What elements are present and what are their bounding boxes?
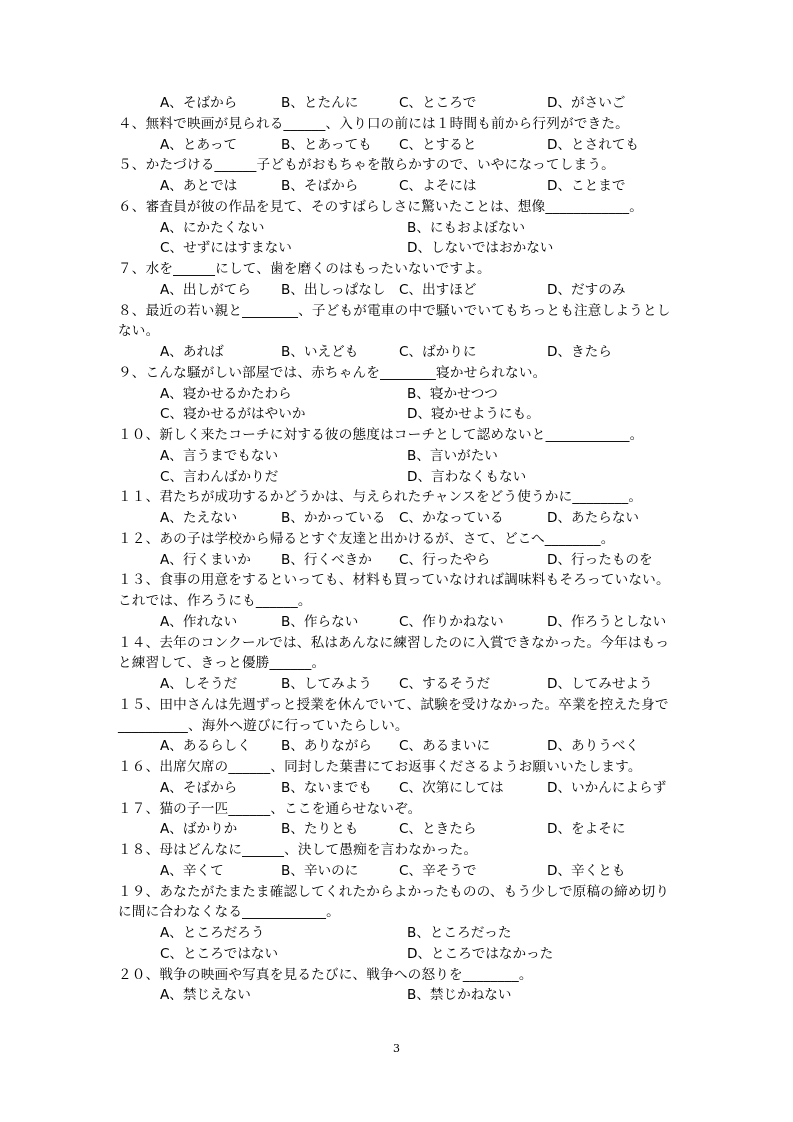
question-text: ７、水を______にして、歯を磨くのはもったいないですよ。 bbox=[118, 261, 491, 277]
question-item bbox=[118, 259, 678, 301]
question-text: これでは、作ろうにも______。 bbox=[118, 593, 312, 609]
answer-option: D、寝かせようにも。 bbox=[407, 406, 540, 423]
answer-option: B、辛いのに bbox=[281, 862, 359, 879]
question-item bbox=[118, 840, 678, 882]
answer-option: B、とたんに bbox=[281, 95, 359, 111]
answer-option: D、ことまで bbox=[547, 178, 626, 194]
question-text: ２０、戦争の映画や写真を見るたびに、戦争への怒りを________。 bbox=[118, 966, 533, 983]
question-text: １４、去年のコンクールでは、私はあんなに練習したのに入賞できなかった。今年はもっ bbox=[118, 634, 670, 651]
question-item bbox=[118, 570, 678, 632]
answer-option: D、行ったものを bbox=[547, 551, 653, 568]
exercise-list bbox=[118, 93, 678, 1006]
answer-option: B、ないまでも bbox=[281, 779, 372, 796]
answer-option: A、あとでは bbox=[160, 178, 238, 194]
question-text: １２、あの子は学校から帰るとすぐ友達と出かけるが、さて、どこへ________。 bbox=[118, 530, 615, 547]
question-text: １９、あなたがたまたま確認してくれたからよかったものの、もう少しで原稿の締め切り bbox=[118, 883, 670, 900]
answer-option: D、辛くとも bbox=[547, 862, 626, 879]
answer-option: C、出すほど bbox=[399, 281, 477, 298]
options-row bbox=[118, 342, 678, 363]
answer-option: A、出しがてら bbox=[160, 281, 251, 298]
answer-option: C、せずにはすまない bbox=[160, 240, 292, 257]
options-row bbox=[118, 135, 678, 156]
answer-option: B、ありながら bbox=[281, 738, 372, 755]
answer-option: B、いえども bbox=[281, 344, 359, 360]
options-row bbox=[118, 861, 678, 882]
question-item bbox=[118, 695, 678, 757]
question-text: ５、かたづける______子どもがおもちゃを散らかすので、いやになってしまう。 bbox=[118, 157, 615, 174]
answer-option: C、ところで bbox=[399, 95, 477, 111]
question-item bbox=[118, 529, 678, 571]
question-item bbox=[118, 882, 678, 965]
answer-option: B、作らない bbox=[281, 613, 359, 630]
question-text: １０、新しく来たコーチに対する彼の態度はコーチとして認めないと____________。 bbox=[118, 427, 644, 443]
question-text: ４、無料で映画が見られる______、入り口の前には１時間も前から行列ができた。 bbox=[118, 115, 629, 132]
question-text: １７、猫の子一匹______、ここを通らせないぞ。 bbox=[118, 800, 422, 817]
answer-option: D、ところではなかった bbox=[407, 945, 554, 962]
answer-option: D、いかんによらず bbox=[547, 779, 667, 796]
answer-option: C、言わんばかりだ bbox=[160, 468, 279, 485]
answer-option: A、とあって bbox=[160, 136, 238, 153]
answer-option: B、ところだった bbox=[407, 925, 512, 941]
question-text: __________、海外へ遊びに行っていたらしい。 bbox=[118, 717, 409, 734]
options-row bbox=[118, 93, 678, 114]
question-item bbox=[118, 114, 678, 156]
answer-option: C、よそには bbox=[399, 178, 477, 194]
answer-option: A、作れない bbox=[160, 613, 238, 630]
answer-option: A、ばかりか bbox=[160, 821, 238, 838]
options-row bbox=[118, 384, 678, 405]
answer-option: D、しないではおかない bbox=[407, 240, 554, 257]
answer-option: B、とあっても bbox=[281, 136, 372, 153]
options-row bbox=[118, 550, 678, 571]
options-row bbox=[118, 467, 678, 488]
question-text: ９、こんな騒がしい部屋では、赤ちゃんを________寝かせられない。 bbox=[118, 364, 547, 381]
answer-option: A、そばから bbox=[160, 95, 238, 111]
question-text: に間に合わなくなる____________。 bbox=[118, 904, 340, 921]
question-item bbox=[118, 487, 678, 529]
options-row bbox=[118, 674, 678, 695]
question-text: １５、田中さんは先週ずっと授業を休んでいて、試験を受けなかった。卒業を控えた身で bbox=[118, 696, 669, 713]
options-row bbox=[118, 778, 678, 799]
question-text: ない。 bbox=[118, 323, 160, 340]
question-item bbox=[118, 363, 678, 425]
options-row bbox=[118, 280, 678, 301]
answer-option: D、作ろうとしない bbox=[547, 613, 667, 630]
answer-option: C、ときたら bbox=[399, 821, 477, 838]
question-item bbox=[118, 965, 678, 1007]
question-item bbox=[118, 93, 678, 114]
question-item bbox=[118, 799, 678, 841]
question-item bbox=[118, 633, 678, 695]
answer-option: B、禁じかねない bbox=[407, 987, 512, 1004]
answer-option: A、寝かせるかたわら bbox=[160, 385, 292, 402]
answer-option: A、ところだろう bbox=[160, 925, 265, 941]
answer-option: C、かなっている bbox=[399, 510, 504, 526]
question-item bbox=[118, 197, 678, 259]
answer-option: A、たえない bbox=[160, 510, 238, 526]
question-item bbox=[118, 301, 678, 363]
answer-option: B、してみよう bbox=[281, 676, 372, 692]
answer-option: B、出しっぱなし bbox=[281, 281, 386, 298]
answer-option: C、作りかねない bbox=[399, 613, 504, 630]
question-text: と練習して、きっと優勝______。 bbox=[118, 655, 326, 672]
answer-option: D、あたらない bbox=[547, 510, 640, 526]
question-text: ６、審査員が彼の作品を見て、そのすばらしさに驚いたことは、想像____________。 bbox=[118, 198, 644, 215]
options-row bbox=[118, 404, 678, 425]
answer-option: B、かかっている bbox=[281, 510, 386, 526]
answer-option: A、にかたくない bbox=[160, 219, 265, 236]
question-text: ８、最近の若い親と________、子どもが電車の中で騒いでいてもちっとも注意しようとし bbox=[118, 302, 671, 319]
question-text: １１、君たちが成功するかどうかは、与えられたチャンスをどう使うかに________。 bbox=[118, 489, 643, 506]
answer-option: D、だすのみ bbox=[547, 281, 626, 298]
question-text: １８、母はどんなに______、決して愚痴を言わなかった。 bbox=[118, 842, 478, 858]
question-item bbox=[118, 155, 678, 197]
answer-option: A、あるらしく bbox=[160, 738, 251, 755]
answer-option: D、ありうべく bbox=[547, 738, 640, 755]
options-row bbox=[118, 923, 678, 944]
answer-option: B、行くべきか bbox=[281, 551, 372, 568]
options-row bbox=[118, 819, 678, 840]
question-text: １６、出席欠席の______、同封した葉書にてお返事くださるようお願いいたします。 bbox=[118, 759, 642, 775]
question-item bbox=[118, 425, 678, 487]
answer-option: B、そばから bbox=[281, 178, 359, 194]
options-row bbox=[118, 944, 678, 965]
options-row bbox=[118, 985, 678, 1006]
options-row bbox=[118, 238, 678, 259]
options-row bbox=[118, 218, 678, 239]
answer-option: C、次第にしては bbox=[399, 779, 504, 796]
options-row bbox=[118, 446, 678, 467]
answer-option: D、きたら bbox=[547, 344, 612, 360]
answer-option: C、するそうだ bbox=[399, 676, 491, 692]
question-item bbox=[118, 757, 678, 799]
answer-option: D、がさいご bbox=[547, 95, 626, 111]
answer-option: A、しそうだ bbox=[160, 676, 238, 692]
options-row bbox=[118, 736, 678, 757]
options-row bbox=[118, 508, 678, 529]
answer-option: C、あるまいに bbox=[399, 738, 491, 755]
answer-option: C、行ったやら bbox=[399, 551, 491, 568]
answer-option: A、行くまいか bbox=[160, 551, 251, 568]
answer-option: C、寝かせるがはやいか bbox=[160, 406, 306, 423]
answer-option: A、辛くて bbox=[160, 862, 224, 879]
answer-option: C、ばかりに bbox=[399, 344, 477, 360]
answer-option: A、そばから bbox=[160, 779, 238, 796]
answer-option: A、あれば bbox=[160, 344, 224, 360]
question-text: １３、食事の用意をするといっても、材料も買っていなければ調味料もそろっていない。 bbox=[118, 572, 670, 589]
answer-option: D、をよそに bbox=[547, 821, 626, 838]
answer-option: D、してみせよう bbox=[547, 676, 653, 692]
answer-option: B、たりとも bbox=[281, 821, 359, 838]
page-number: 3 bbox=[393, 1042, 400, 1055]
answer-option: C、辛そうで bbox=[399, 862, 477, 879]
answer-option: B、言いがたい bbox=[407, 447, 498, 464]
answer-option: B、にもおよぼない bbox=[407, 219, 526, 236]
answer-option: B、寝かせつつ bbox=[407, 385, 498, 402]
answer-option: D、言わなくもない bbox=[407, 468, 527, 485]
answer-option: A、禁じえない bbox=[160, 987, 251, 1004]
options-row bbox=[118, 176, 678, 197]
options-row bbox=[118, 612, 678, 633]
answer-option: C、ところではない bbox=[160, 945, 279, 962]
answer-option: D、とされても bbox=[547, 136, 640, 153]
answer-option: A、言うまでもない bbox=[160, 447, 279, 464]
answer-option: C、とすると bbox=[399, 136, 477, 153]
